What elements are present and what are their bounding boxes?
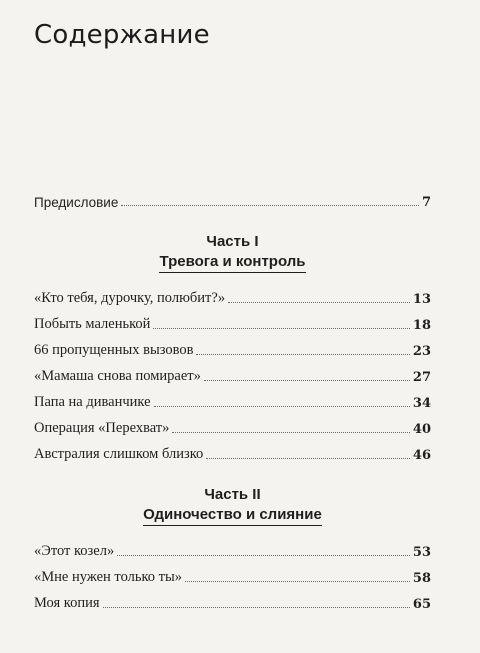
toc-entry[interactable] [34,415,431,437]
entry-title: 66 пропущенных вызовов [34,342,194,358]
entry-page: 53 [412,545,431,560]
entry-title: Операция «Перехват» [34,420,170,436]
entry-title: Австралия слишком близко [34,446,204,462]
entry-title: Папа на диванчике [34,394,151,410]
dot-leader [117,554,410,556]
entry-page: 40 [412,422,431,437]
part-name: Одиночество и слияние [143,506,322,526]
dot-leader [153,327,409,329]
entry-page: 46 [412,448,431,463]
entry-title: «Кто тебя, дурочку, полюбит?» [34,290,226,306]
dot-leader [206,457,410,459]
toc-entry[interactable] [34,564,431,586]
entry-title: Моя копия [34,595,100,611]
dot-leader [196,353,409,355]
part-name: Тревога и контроль [159,253,305,273]
dot-leader [204,379,410,381]
entry-page: 65 [412,597,431,612]
part-heading-2 [34,486,431,526]
toc-entry-preface[interactable] [34,188,431,210]
entry-page: 58 [412,571,431,586]
toc-entry[interactable] [34,590,431,612]
toc-entry[interactable] [34,441,431,463]
toc-entry[interactable] [34,337,431,359]
toc-entry[interactable] [34,311,431,333]
toc-entry[interactable] [34,538,431,560]
entry-page: 13 [412,292,431,307]
entry-page: 23 [412,344,431,359]
entry-title: Предисловие [34,195,119,210]
entry-page: 7 [421,195,431,210]
page-title: Содержание [34,20,210,50]
toc-entry[interactable] [34,363,431,385]
dot-leader [172,431,410,433]
entry-page: 34 [412,396,431,411]
part-heading-1 [34,233,431,273]
dot-leader [154,405,410,407]
entry-page: 18 [412,318,431,333]
toc-entry[interactable] [34,389,431,411]
entry-title: «Мамаша снова помирает» [34,368,201,384]
dot-leader [228,301,410,303]
part-number: Часть I [206,233,259,250]
entry-title: Побыть маленькой [34,316,151,332]
entry-page: 27 [412,370,431,385]
entry-title: «Этот козел» [34,543,115,559]
dot-leader [121,204,419,206]
toc-entry[interactable] [34,285,431,307]
entry-title: «Мне нужен только ты» [34,569,182,585]
dot-leader [103,606,410,608]
part-number: Часть II [204,486,261,503]
dot-leader [185,580,410,582]
